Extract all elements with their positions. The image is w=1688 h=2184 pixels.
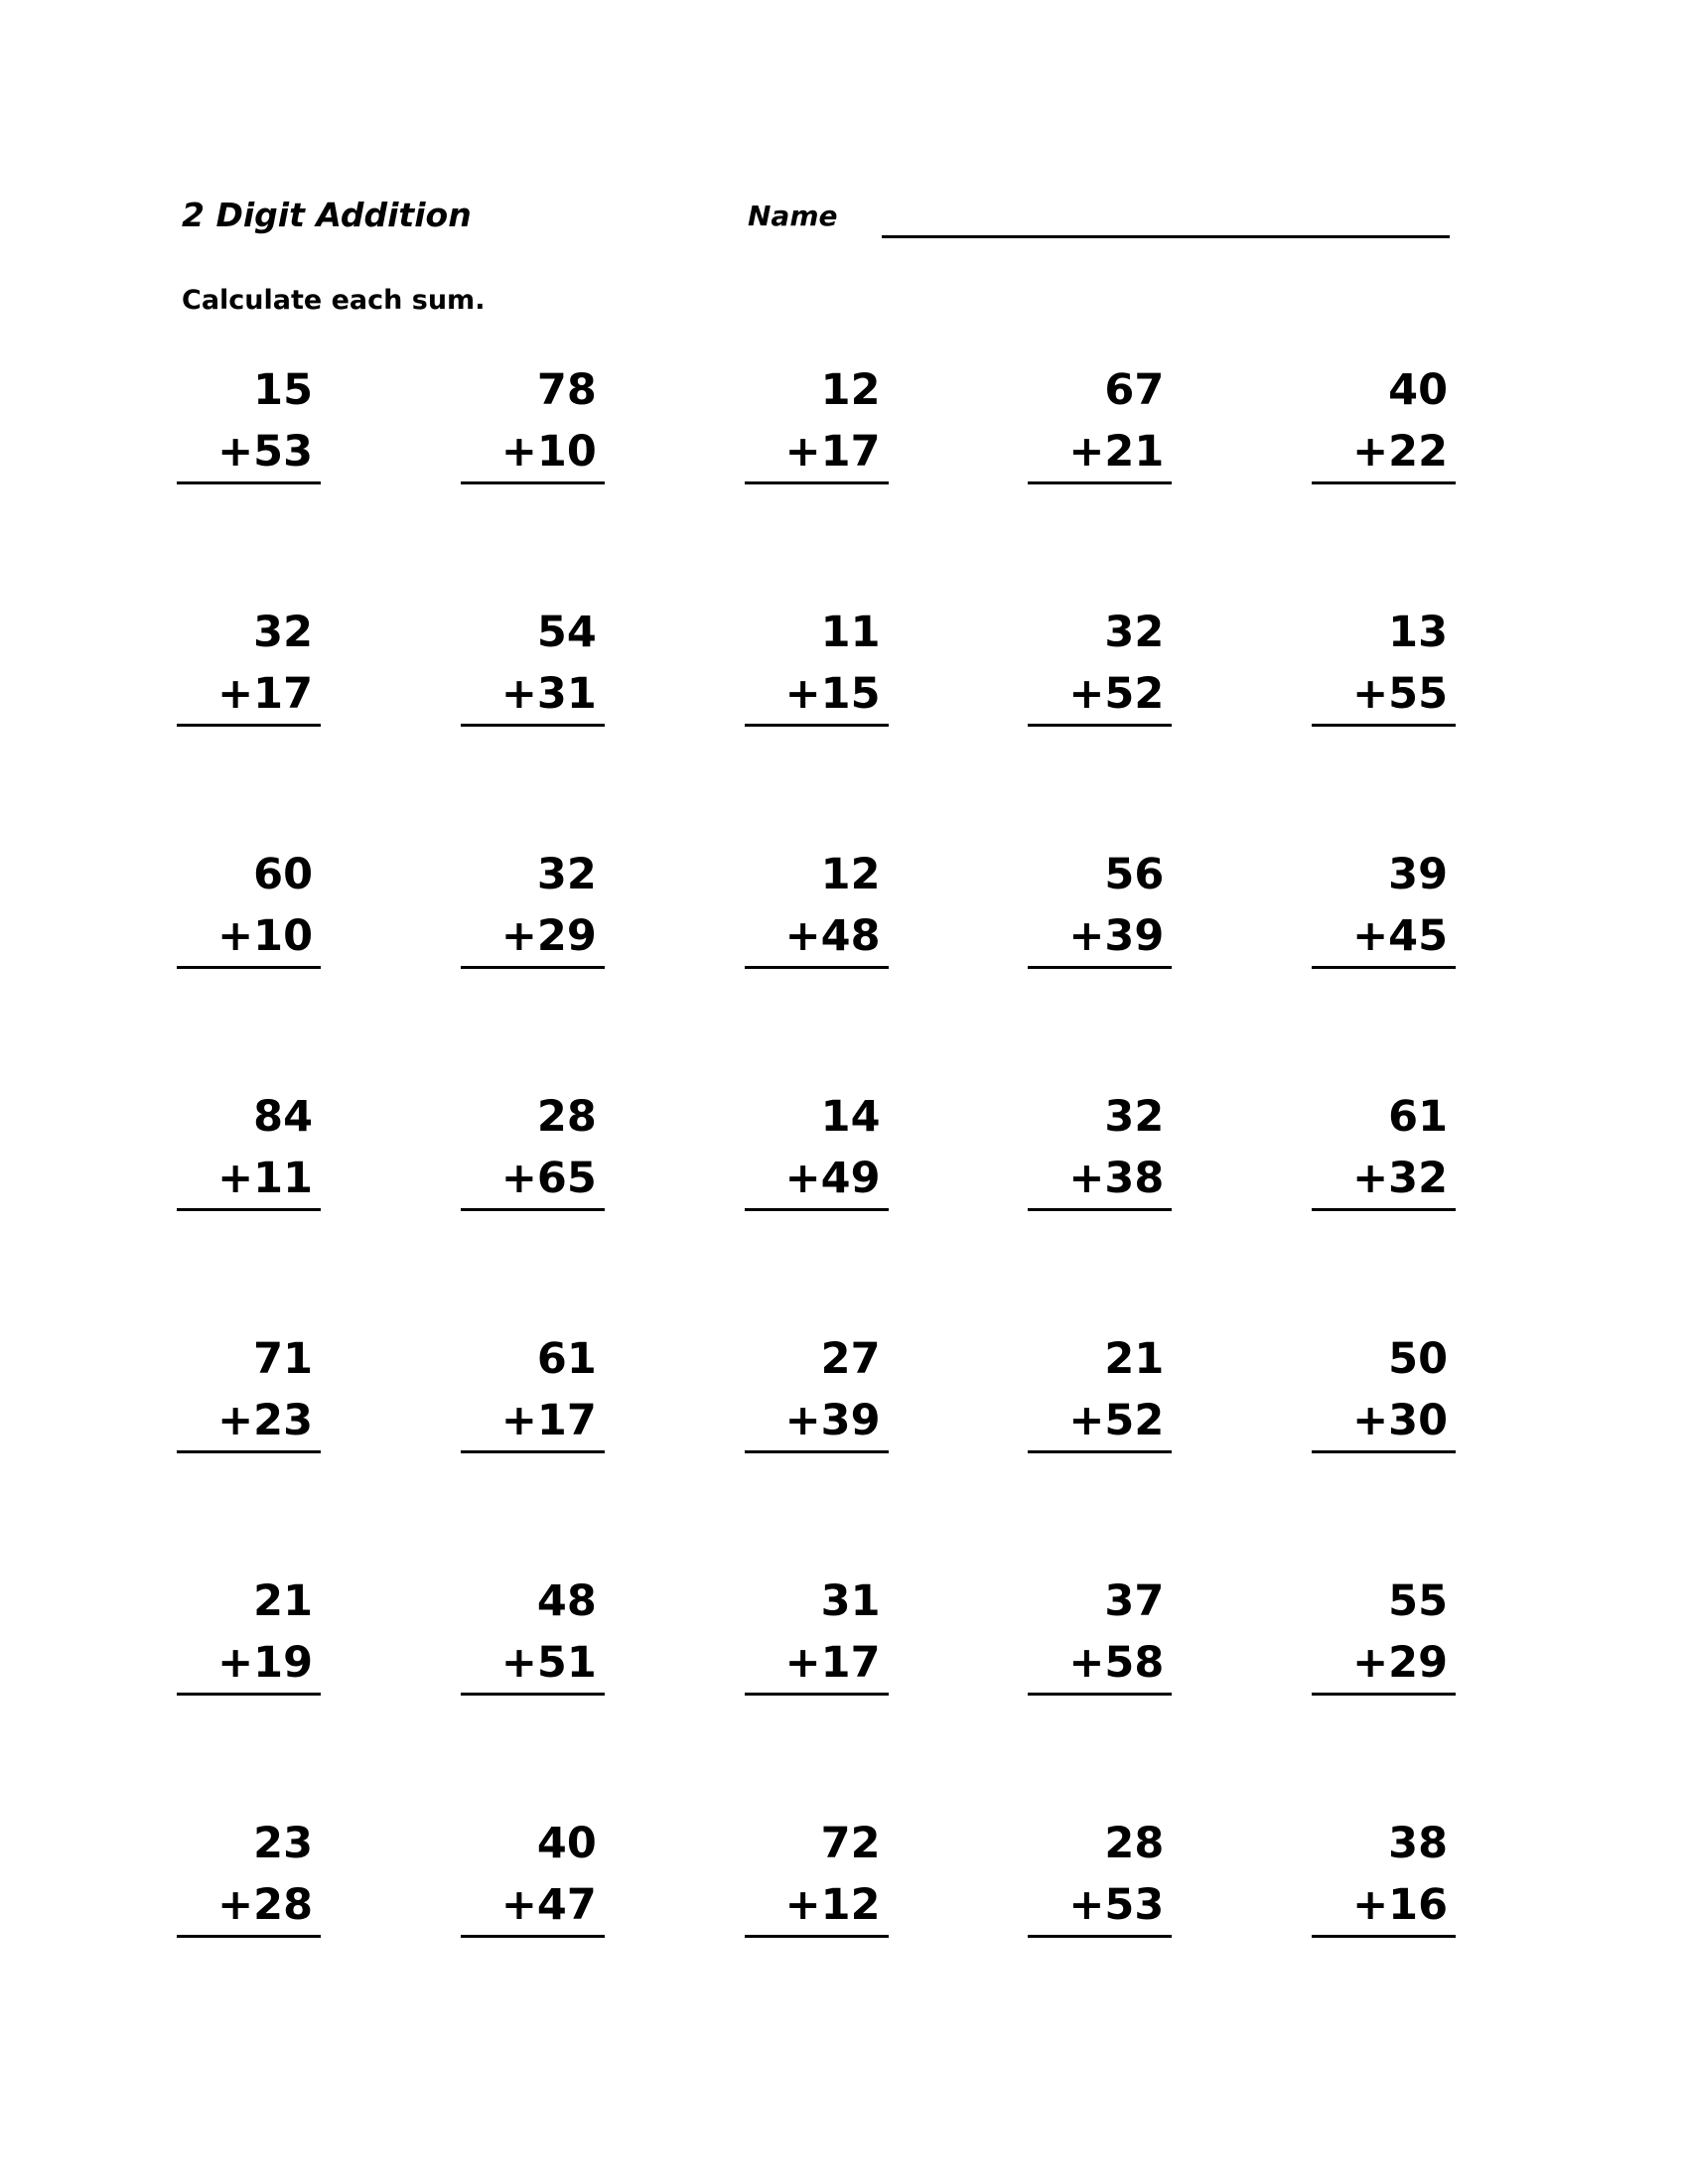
addend-bottom: +39 [784,1396,881,1445]
addend-top: 27 [820,1334,881,1384]
addend-top: 40 [1388,365,1448,415]
addend-top: 12 [820,365,881,415]
answer-line[interactable] [745,1208,889,1211]
addition-problem [461,1089,605,1218]
instructions-text: Calculate each sum. [182,285,486,316]
addend-top: 32 [1104,608,1165,657]
answer-line[interactable] [461,724,605,727]
addend-top: 39 [1388,850,1448,899]
addend-top: 50 [1388,1334,1448,1384]
addition-problem [1312,1089,1456,1218]
addend-top: 37 [1104,1576,1165,1626]
answer-line[interactable] [1028,724,1172,727]
answer-line[interactable] [461,481,605,484]
addend-top: 14 [820,1092,881,1142]
answer-line[interactable] [1028,481,1172,484]
answer-line[interactable] [745,1450,889,1453]
answer-line[interactable] [1312,724,1456,727]
answer-line[interactable] [1028,1208,1172,1211]
addition-problem [177,847,321,976]
addend-bottom: +47 [500,1880,597,1930]
addend-top: 23 [253,1819,313,1868]
addition-problem [1312,1331,1456,1460]
answer-line[interactable] [745,966,889,969]
addend-bottom: +38 [1068,1154,1165,1203]
addend-top: 56 [1104,850,1165,899]
addend-top: 55 [1388,1576,1448,1626]
answer-line[interactable] [745,724,889,727]
addition-problem [461,1573,605,1703]
addend-bottom: +58 [1068,1638,1165,1688]
addend-bottom: +29 [500,911,597,961]
addend-bottom: +10 [500,427,597,477]
answer-line[interactable] [1312,1935,1456,1938]
addition-problem [461,847,605,976]
addend-top: 72 [820,1819,881,1868]
addition-problem [461,362,605,491]
addend-bottom: +55 [1352,669,1448,719]
addend-bottom: +17 [784,1638,881,1688]
addend-top: 11 [820,608,881,657]
addend-top: 32 [536,850,597,899]
addition-problem [745,847,889,976]
addition-problem [177,1331,321,1460]
addend-bottom: +65 [500,1154,597,1203]
answer-line[interactable] [1312,1450,1456,1453]
problem-grid [177,362,1456,2058]
addition-problem [1312,362,1456,491]
addend-top: 32 [1104,1092,1165,1142]
answer-line[interactable] [461,1693,605,1696]
name-answer-line[interactable] [882,235,1450,238]
answer-line[interactable] [461,1208,605,1211]
answer-line[interactable] [177,1208,321,1211]
answer-line[interactable] [1312,966,1456,969]
addition-problem [1028,605,1172,734]
answer-line[interactable] [461,1935,605,1938]
addition-problem [745,1331,889,1460]
addend-bottom: +16 [1352,1880,1448,1930]
addend-top: 71 [253,1334,313,1384]
addition-problem [1312,1816,1456,1945]
addend-top: 60 [253,850,313,899]
addend-bottom: +28 [217,1880,313,1930]
addition-problem [1312,605,1456,734]
addend-top: 32 [253,608,313,657]
answer-line[interactable] [177,1693,321,1696]
addend-bottom: +45 [1352,911,1448,961]
name-label: Name [748,200,838,232]
addend-top: 31 [820,1576,881,1626]
addition-problem [1028,1816,1172,1945]
addition-problem [1028,1573,1172,1703]
answer-line[interactable] [461,966,605,969]
addend-bottom: +29 [1352,1638,1448,1688]
answer-line[interactable] [745,1693,889,1696]
addend-top: 67 [1104,365,1165,415]
addend-top: 61 [536,1334,597,1384]
addition-problem [177,362,321,491]
addend-bottom: +17 [217,669,313,719]
addend-bottom: +53 [217,427,313,477]
addition-problem [745,362,889,491]
addend-bottom: +19 [217,1638,313,1688]
answer-line[interactable] [1028,1935,1172,1938]
answer-line[interactable] [745,1935,889,1938]
addend-top: 28 [1104,1819,1165,1868]
addend-top: 15 [253,365,313,415]
addend-top: 61 [1388,1092,1448,1142]
addition-problem [1028,362,1172,491]
addition-problem [177,1089,321,1218]
addition-problem [1312,847,1456,976]
addend-bottom: +17 [500,1396,597,1445]
addend-top: 21 [253,1576,313,1626]
addition-problem [1028,1089,1172,1218]
answer-line[interactable] [177,966,321,969]
answer-line[interactable] [177,1450,321,1453]
addend-bottom: +39 [1068,911,1165,961]
addend-top: 12 [820,850,881,899]
addend-bottom: +31 [500,669,597,719]
addend-top: 21 [1104,1334,1165,1384]
addition-problem [177,1573,321,1703]
addition-problem [1312,1573,1456,1703]
answer-line[interactable] [1028,1450,1172,1453]
addend-bottom: +12 [784,1880,881,1930]
addend-bottom: +10 [217,911,313,961]
answer-line[interactable] [177,1935,321,1938]
addend-bottom: +52 [1068,1396,1165,1445]
addend-bottom: +53 [1068,1880,1165,1930]
addition-problem [745,1089,889,1218]
addend-bottom: +22 [1352,427,1448,477]
addend-bottom: +30 [1352,1396,1448,1445]
addition-problem [1028,847,1172,976]
addend-top: 84 [253,1092,313,1142]
addition-problem [1028,1331,1172,1460]
addend-bottom: +15 [784,669,881,719]
addend-top: 48 [536,1576,597,1626]
addition-problem [461,1331,605,1460]
addition-problem [461,1816,605,1945]
answer-line[interactable] [177,724,321,727]
answer-line[interactable] [177,481,321,484]
addend-bottom: +21 [1068,427,1165,477]
answer-line[interactable] [461,1450,605,1453]
addend-bottom: +23 [217,1396,313,1445]
answer-line[interactable] [745,481,889,484]
addend-bottom: +48 [784,911,881,961]
answer-line[interactable] [1028,1693,1172,1696]
worksheet-title: 2 Digit Addition [182,196,472,234]
addend-bottom: +32 [1352,1154,1448,1203]
addend-bottom: +17 [784,427,881,477]
answer-line[interactable] [1028,966,1172,969]
addend-top: 38 [1388,1819,1448,1868]
answer-line[interactable] [1312,1208,1456,1211]
addition-problem [461,605,605,734]
answer-line[interactable] [1312,1693,1456,1696]
addend-top: 78 [536,365,597,415]
addend-bottom: +49 [784,1154,881,1203]
addition-problem [745,1816,889,1945]
addition-problem [745,605,889,734]
addition-problem [177,1816,321,1945]
addend-bottom: +52 [1068,669,1165,719]
addend-top: 13 [1388,608,1448,657]
addend-bottom: +51 [500,1638,597,1688]
addend-top: 28 [536,1092,597,1142]
addition-problem [177,605,321,734]
addend-bottom: +11 [217,1154,313,1203]
addend-top: 40 [536,1819,597,1868]
addend-top: 54 [536,608,597,657]
answer-line[interactable] [1312,481,1456,484]
addition-problem [745,1573,889,1703]
